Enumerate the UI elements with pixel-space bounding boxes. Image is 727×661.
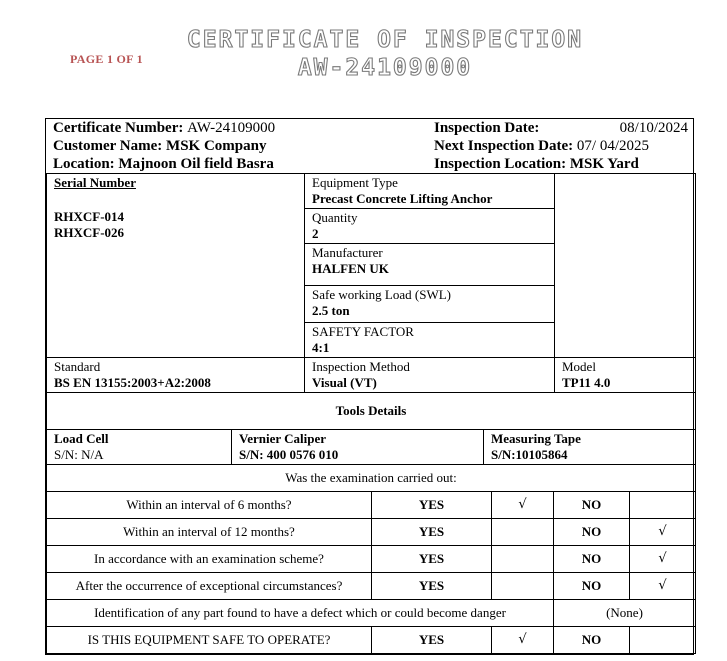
yes-checkbox[interactable]	[492, 519, 554, 546]
header-block	[46, 119, 695, 174]
safe-yes-checkbox[interactable]: √	[492, 627, 554, 654]
tool-vernier-caliper: Vernier Caliper S/N: 400 0576 010	[232, 430, 484, 465]
serial-number-label: Serial Number	[54, 175, 136, 190]
tool-measuring-tape: Measuring Tape S/N:10105864	[484, 430, 696, 465]
examination-block	[46, 464, 696, 654]
no-checkbox[interactable]: √	[630, 519, 696, 546]
exam-row: Within an interval of 12 months? YES NO √	[47, 519, 696, 546]
safety-factor-cell: SAFETY FACTOR 4:1	[305, 323, 555, 358]
safe-question: IS THIS EQUIPMENT SAFE TO OPERATE?	[47, 627, 372, 654]
serial-number-1: RHXCF-014	[54, 209, 125, 224]
safe-row: IS THIS EQUIPMENT SAFE TO OPERATE? YES √ NO	[47, 627, 696, 654]
inspection-method-cell: Inspection Method Visual (VT)	[305, 358, 555, 393]
quantity-cell: Quantity 2	[305, 209, 555, 244]
yes-checkbox[interactable]: √	[492, 492, 554, 519]
yes-checkbox[interactable]	[492, 573, 554, 600]
no-checkbox[interactable]: √	[630, 546, 696, 573]
defect-value: (None)	[554, 600, 696, 627]
serial-number-2: RHXCF-026	[54, 225, 125, 240]
manufacturer-cell: Manufacturer HALFEN UK	[305, 244, 555, 286]
no-checkbox[interactable]: √	[630, 573, 696, 600]
inspection-location: Inspection Location: MSK Yard	[434, 156, 639, 172]
defect-identification: Identification of any part found to have a defect which or could become danger	[47, 600, 554, 627]
customer-name: Customer Name: MSK Company	[53, 138, 267, 154]
model-cell: Model TP11 4.0	[555, 358, 696, 393]
next-inspection-date: Next Inspection Date: 07/ 04/2025	[434, 138, 649, 154]
certificate-form	[45, 118, 694, 655]
safe-no-checkbox[interactable]	[630, 627, 696, 654]
examination-question: Was the examination carried out:	[47, 465, 696, 492]
tools-block	[46, 392, 696, 465]
equipment-block	[46, 173, 696, 393]
cert-number: Certificate Number: AW-24109000	[53, 120, 276, 136]
exam-row: After the occurrence of exceptional circumstances? YES NO √	[47, 573, 696, 600]
inspection-date: Inspection Date: 08/10/2024	[434, 120, 688, 136]
certificate-number-title: AW-24109000	[297, 55, 473, 81]
serial-number-cell	[47, 174, 305, 358]
page-label: PAGE 1 OF 1	[70, 52, 143, 66]
swl-cell: Safe working Load (SWL) 2.5 ton	[305, 286, 555, 323]
exam-row: In accordance with an examination scheme? YES NO √	[47, 546, 696, 573]
yes-checkbox[interactable]	[492, 546, 554, 573]
equipment-type-cell: Equipment Type Precast Concrete Lifting Anchor	[305, 174, 555, 209]
no-checkbox[interactable]	[630, 492, 696, 519]
standard-cell: Standard BS EN 13155:2003+A2:2008	[47, 358, 305, 393]
exam-row: Within an interval of 6 months? YES √ NO	[47, 492, 696, 519]
location: Location: Majnoon Oil field Basra	[53, 156, 274, 172]
tool-load-cell: Load Cell S/N: N/A	[47, 430, 232, 465]
tools-heading: Tools Details	[47, 393, 696, 430]
empty-cell	[555, 174, 696, 358]
certificate-title: CERTIFICATE OF INSPECTION	[186, 27, 584, 53]
